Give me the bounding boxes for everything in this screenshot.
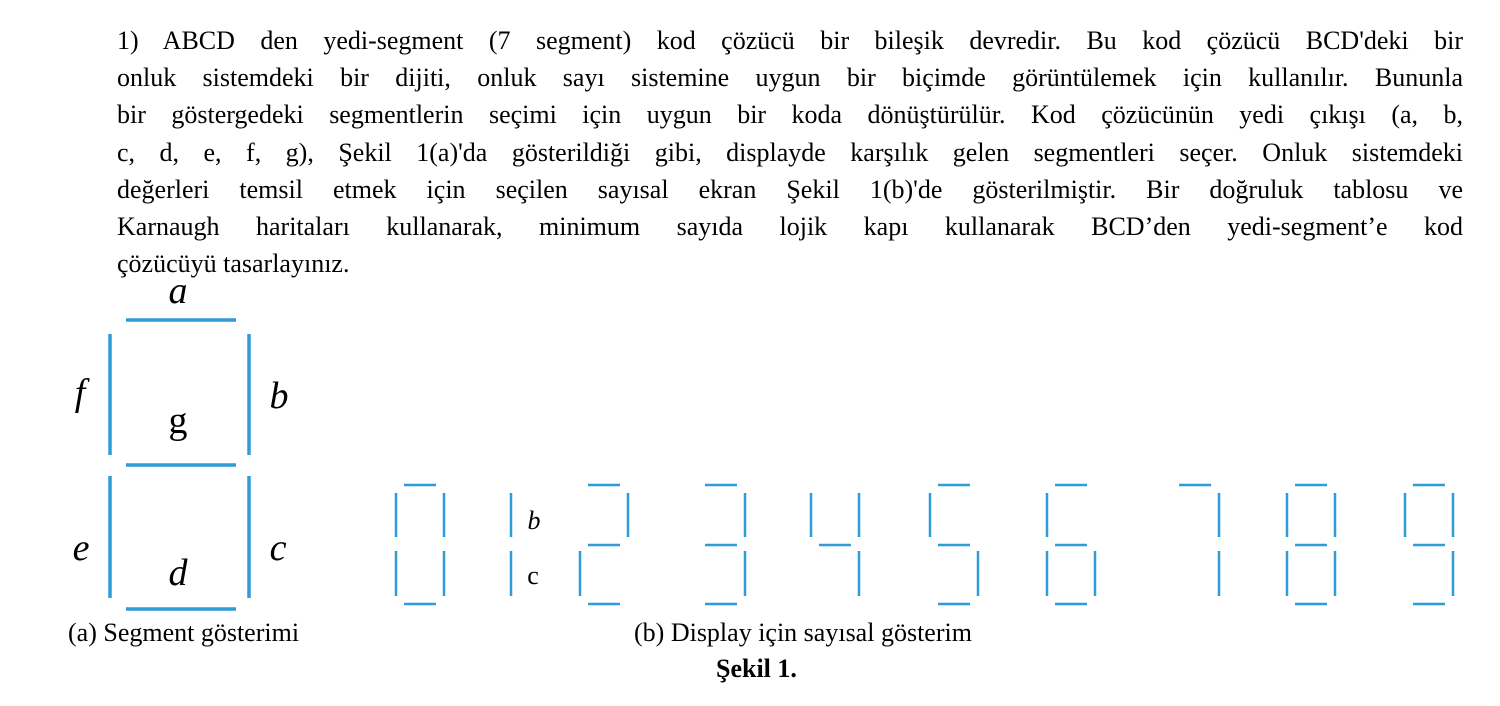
question-line: bir göstergedeki segmentlerin seçimi için uygun bir koda dönüştürülür. Kod çözücünün yedi çıkışı (a, b, bbox=[117, 100, 1463, 130]
segment-label-b: b bbox=[269, 375, 289, 417]
digit-display-5 bbox=[930, 485, 978, 604]
figure-title: Şekil 1. bbox=[716, 654, 797, 683]
question-line: onluk sistemdeki bir dijiti, onluk sayı sistemine uygun bir biçimde görüntülemek için kullanılır. Bununla bbox=[117, 63, 1463, 93]
segment-label-g: g bbox=[168, 400, 188, 442]
segment-label-f: f bbox=[74, 372, 86, 414]
question-line: çözücüyü tasarlayınız. bbox=[117, 249, 350, 279]
question-line: değerleri temsil etmek için seçilen sayısal ekran Şekil 1(b)'de gösterilmiştir. Bir doğruluk tablosu ve bbox=[117, 174, 1463, 204]
caption-digit-display: (b) Display için sayısal gösterim bbox=[634, 618, 972, 647]
digit-1-label-b: b bbox=[527, 506, 541, 535]
digit-display-3 bbox=[705, 485, 745, 604]
digit-display-9 bbox=[1405, 485, 1453, 604]
digit-display-2 bbox=[580, 485, 628, 604]
digit-displays bbox=[396, 485, 1453, 604]
digit-display-8 bbox=[1287, 485, 1335, 604]
digit-display-4 bbox=[811, 493, 859, 596]
caption-segment-representation: (a) Segment gösterimi bbox=[68, 618, 300, 647]
segment-label-d: d bbox=[168, 552, 188, 594]
segment-label-a: a bbox=[168, 270, 188, 312]
digit-1-label-c: c bbox=[527, 561, 539, 590]
question-line: Karnaugh haritaları kullanarak, minimum sayıda lojik kapı kullanarak BCD’den yedi-segment’e kod bbox=[117, 212, 1463, 242]
segment-label-e: e bbox=[72, 527, 90, 569]
digit-display-0 bbox=[396, 485, 444, 604]
question-line: c, d, e, f, g), Şekil 1(a)'da gösterildiği gibi, displayde karşılık gelen segmentleri seçer. Onluk sistemdeki bbox=[117, 137, 1463, 167]
digit-display-6 bbox=[1047, 485, 1095, 604]
question-line: 1) ABCD den yedi-segment (7 segment) kod çözücü bir bileşik devredir. Bu kod çözücü BCD'deki bir bbox=[117, 26, 1463, 55]
segment-label-c: c bbox=[269, 527, 287, 569]
digit-display-7 bbox=[1179, 485, 1219, 596]
